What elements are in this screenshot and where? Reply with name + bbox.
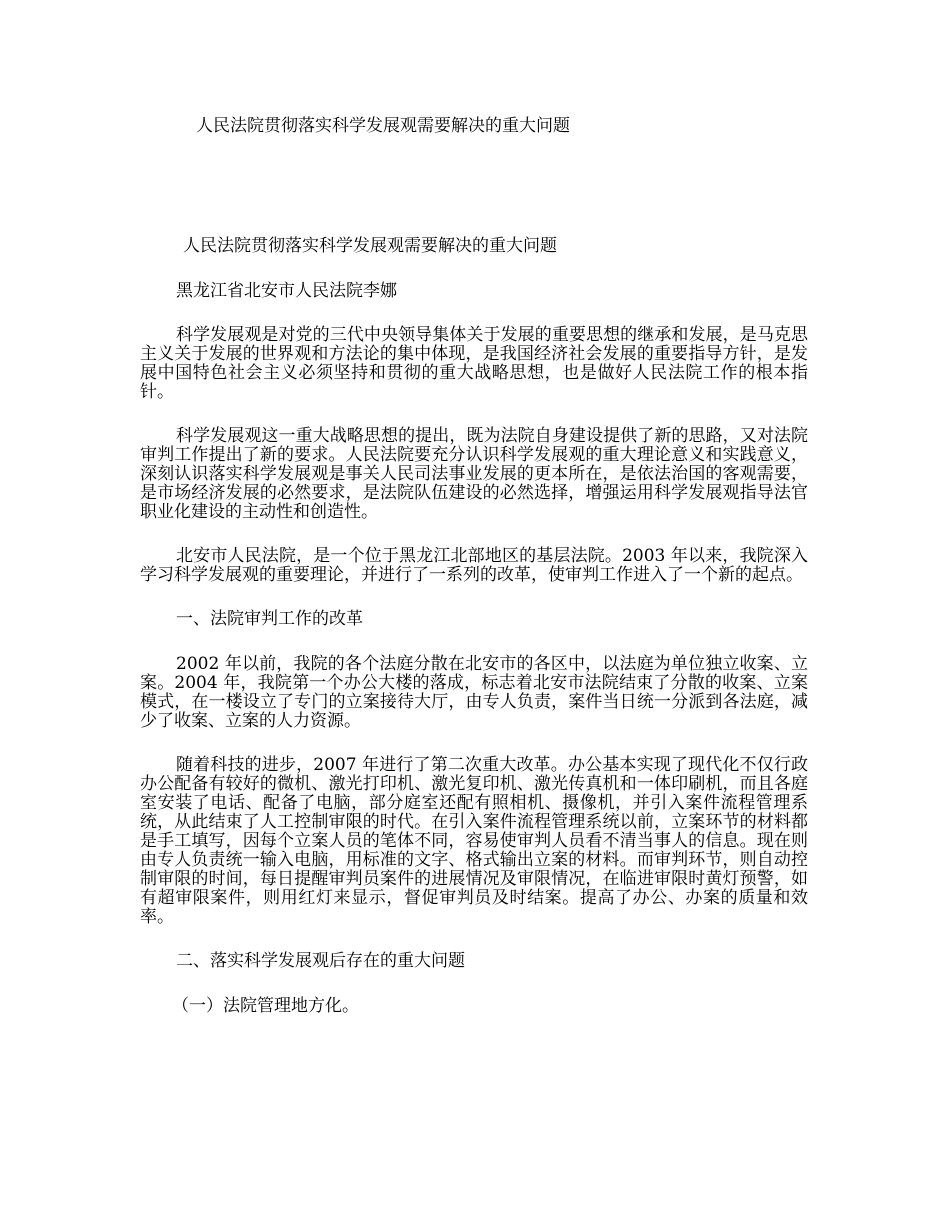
paragraph: 科学发展观这一重大战略思想的提出，既为法院自身建设提供了新的思路，又对法院审判工作提出了新的要求。人民法院要充分认识科学发展观的重大理论意义和实践意义，深刻认识落实科学发展观是事关人民司法事业发展的更本所在，是依法治国的客观需要，是市场经济发展的必然要求，是法院队伍建设的必然选择，增强运用科学发展观指导法官职业化建设的主动性和创造性。 bbox=[140, 426, 808, 522]
article-title: 人民法院贯彻落实科学发展观需要解决的重大问题 bbox=[183, 236, 557, 256]
subsection-heading: （一）法院管理地方化。 bbox=[172, 996, 359, 1016]
section-heading: 一、法院审判工作的改革 bbox=[176, 609, 363, 629]
article-body bbox=[140, 237, 808, 1041]
article-author: 黑龙江省北安市人民法院李娜 bbox=[176, 281, 397, 301]
document-header-title: 人民法院贯彻落实科学发展观需要解决的重大问题 bbox=[196, 116, 570, 136]
paragraph: 科学发展观是对党的三代中央领导集体关于发展的重要思想的继承和发展，是马克思主义关于发展的世界观和方法论的集中体现，是我国经济社会发展的重要指导方针，是发展中国特色社会主义必须坚持和贯彻的重大战略思想，也是做好人民法院工作的根本指针。 bbox=[140, 325, 808, 402]
paragraph: 2002 年以前，我院的各个法庭分散在北安市的各区中，以法庭为单位独立收案、立案。2004 年，我院第一个办公大楼的落成，标志着北安市法院结束了分散的收案、立案模式，在一楼设立了专门的立案接待大厅，由专人负责，案件当日统一分派到各法庭，减少了收案、立案的人力资源。 bbox=[140, 654, 808, 731]
section-heading: 二、落实科学发展观后存在的重大问题 bbox=[176, 951, 465, 971]
paragraph: 北安市人民法院，是一个位于黑龙江北部地区的基层法院。2003 年以来，我院深入学习科学发展观的重要理论，并进行了一系列的改革，使审判工作进入了一个新的起点。 bbox=[140, 546, 808, 585]
paragraph: 随着科技的进步，2007 年进行了第二次重大改革。办公基本实现了现代化不仅行政办公配备有较好的微机、激光打印机、激光复印机、激光传真机和一体印刷机，而且各庭室安装了电话、配备了电脑，部分庭室还配有照相机、摄像机，并引入案件流程管理系统，从此结束了人工控制审限的时代。在引入案件流程管理系统以前，立案环节的材料都是手工填写，因每个立案人员的笔体不同，容易使审判人员看不清当事人的信息。现在则由专人负责统一输入电脑，用标准的文字、格式输出立案的材料。而审判环节，则自动控制审限的时间，每日提醒审判员案件的进展情况及审限情况，在临进审限时黄灯预警，如有超审限案件，则用红灯来显示，督促审判员及时结案。提高了办公、办案的质量和效率。 bbox=[140, 755, 808, 927]
